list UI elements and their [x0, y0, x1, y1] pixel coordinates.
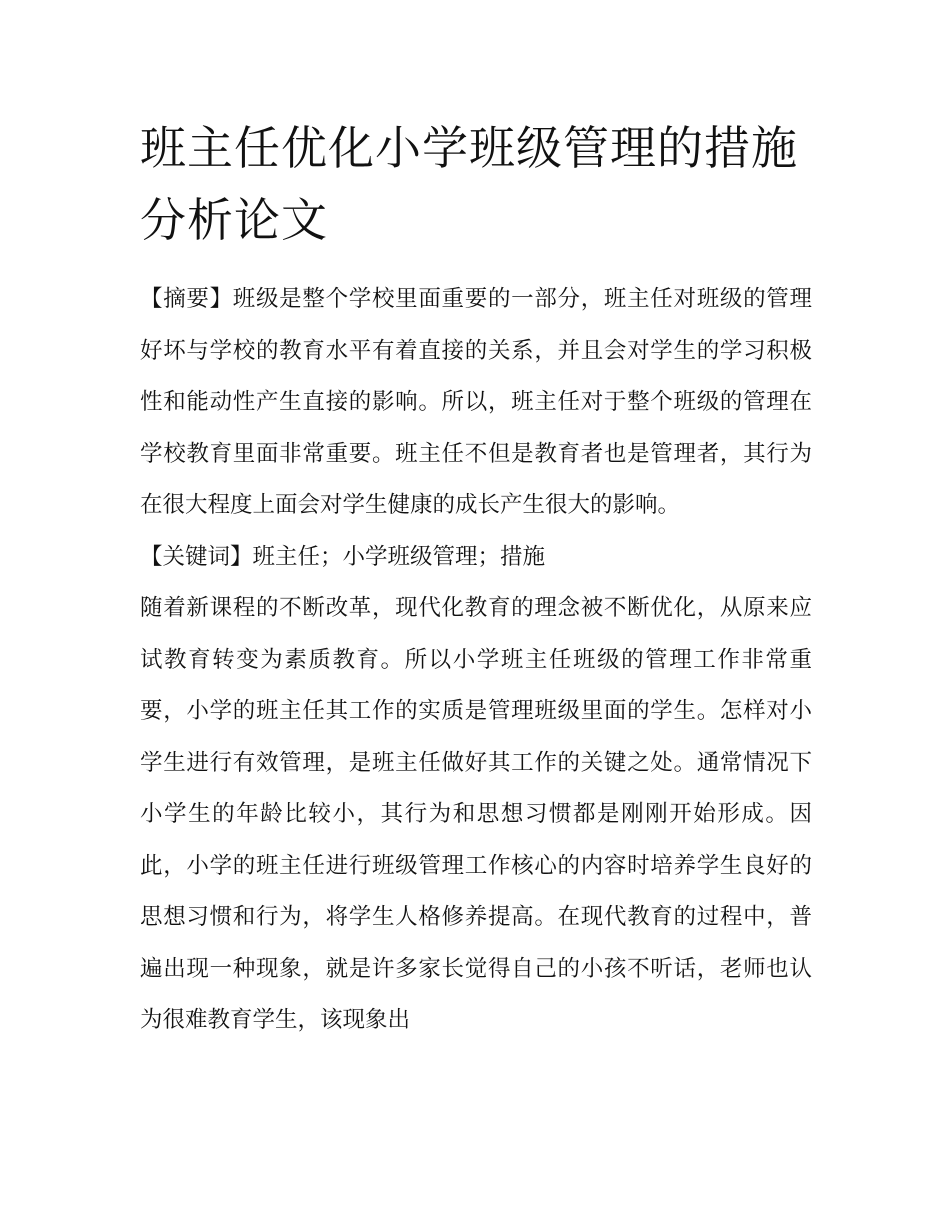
keywords-paragraph: 【关键词】班主任；小学班级管理；措施 [140, 543, 546, 570]
document-page [140, 112, 812, 1047]
body-paragraph: 随着新课程的不断改革，现代化教育的理念被不断优化，从原来应试教育转变为素质教育。所以小学班主任班级的管理工作非常重要，小学的班主任其工作的实质是管理班级里面的学生。怎样对小学生进行有效管理，是班主任做好其工作的关键之处。通常情况下小学生的年龄比较小，其行为和思想习惯都是刚刚开始形成。因此，小学的班主任进行班级管理工作核心的内容时培养学生良好的思想习惯和行为，将学生人格修养提高。在现代教育的过程中，普遍出现一种现象，就是许多家长觉得自己的小孩不听话，老师也认为很难教育学生，该现象出 [140, 595, 812, 1033]
document-title: 班主任优化小学班级管理的措施分析论文 [140, 121, 798, 247]
abstract-paragraph: 【摘要】班级是整个学校里面重要的一部分，班主任对班级的管理好坏与学校的教育水平有着直接的关系，并且会对学生的学习积极性和能动性产生直接的影响。所以，班主任对于整个班级的管理在学校教育里面非常重要。班主任不但是教育者也是管理者，其行为在很大程度上面会对学生健康的成长产生很大的影响。 [140, 286, 812, 518]
